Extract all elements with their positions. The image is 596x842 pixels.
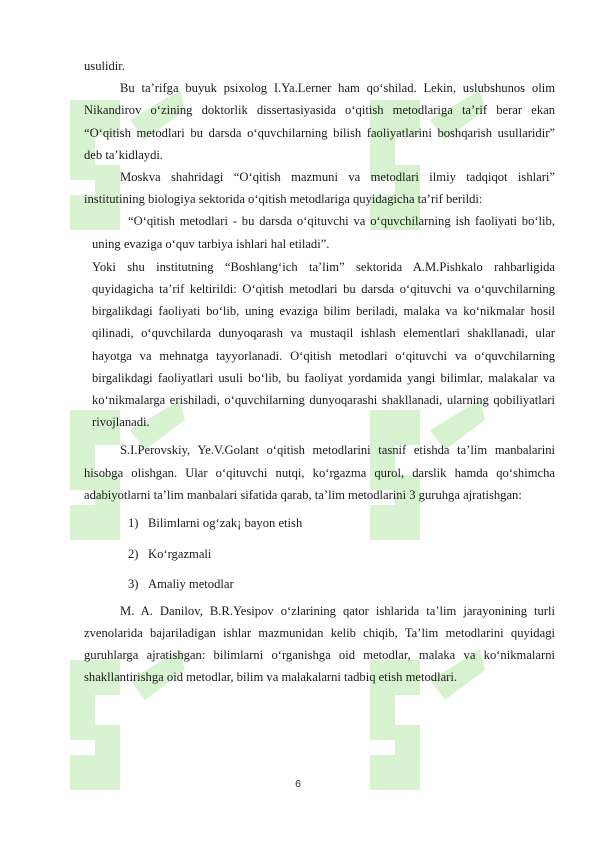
list-item-number: 3)	[128, 577, 139, 592]
list-item-number: 1)	[128, 516, 139, 531]
quote-paragraph: “O‘qitish metodlari - bu darsda o‘qituvchi va o‘quvchilarning ish faoliyati bo‘lib, uning evaziga o‘quv tarbiya ishlari hal etiladi”.	[92, 214, 555, 251]
paragraph: usulidir.	[84, 59, 125, 73]
list-item	[84, 569, 555, 600]
paragraph: M. A. Danilov, B.R.Yesipov o‘zlarining qator ishlarida ta’lim jarayonining turli zvenolarida bajariladigan ishlar mazmunidan kelib chiqib, Ta’lim metodlarini quyidagi guruhlarga ajratishgan: bilimlarni o‘rganishga oid metodlar, malaka va ko‘nikmalarni shakllantirishga oid metodlar, bilim va malakalarni tadbiq etish metodlari.	[84, 603, 555, 685]
list-item	[84, 539, 555, 570]
list-item	[84, 508, 555, 539]
methods-list	[84, 508, 555, 600]
paragraph: Bu ta’rifga buyuk psixolog I.Ya.Lerner ham qo‘shilad. Lekin, uslubshunos olim Nikandirov o‘zining doktorlik dissertasiyasida o‘qitish metodlariga ta’rif berar ekan “O‘qitish metodlari bu darsda o‘quvchilarning bilish faoliyatlarini boshqarish usullaridir” deb ta’kidlaydi.	[84, 81, 555, 162]
page-number: 6	[295, 778, 301, 790]
list-item-text: Amaliy metodlar	[148, 577, 234, 592]
paragraph: Yoki shu institutning “Boshlang‘ich ta’lim” sektorida A.M.Pishkalo rahbarligida quyidagicha ta’rif keltirildi: O‘qitish metodlari bu darsda o‘qituvchi va o‘quvchilarning birgalikdagi faoliyati bo‘lib, uning evaziga bilim beriladi, malaka va ko‘nikmalar hosil qilinadi, o‘quvchilarda dunyoqarash va mustaqil ishlash elementlari shakllanadi, ular hayotga va mehnatga tayyorlanadi. O‘qitish metodlari o‘qituvchi va o‘quvchilarning birgalikdagi faoliyatlari usuli bo‘lib, bu faoliyat yordamida yangi bilimlar, malakalar va ko‘nikmalarga erishiladi, o‘quvchilarning dunyoqarashi shakllanadi, ularning qobiliyatlari rivojlanadi.	[92, 259, 555, 430]
paragraph: S.I.Perovskiy, Ye.V.Golant o‘qitish metodlarini tasnif etishda ta’lim manbalarini hisobga olishgan. Ular o‘qituvchi nutqi, ko‘rgazma qurol, darslik hamda qo‘shimcha adabiyotlarni ta’lim manbalari sifatida qarab, ta’lim metodlarini 3 guruhga ajratishgan:	[84, 443, 555, 502]
paragraph: Moskva shahridagi “O‘qitish mazmuni va metodlari ilmiy tadqiqot ishlari” institutining biologiya sektorida o‘qitish metodlariga quyidagicha ta’rif berildi:	[84, 170, 555, 207]
body-text	[84, 55, 555, 688]
list-item-text: Ko‘rgazmali	[148, 546, 212, 561]
list-item-number: 2)	[128, 546, 139, 561]
list-item-text: Bilimlarni og‘zak¡ bayon etish	[148, 516, 303, 531]
